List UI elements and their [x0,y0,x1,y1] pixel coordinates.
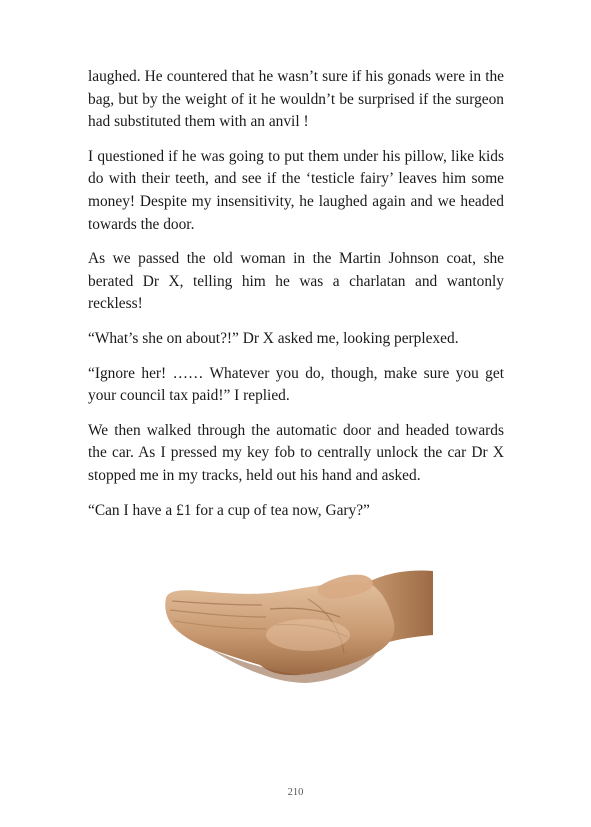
paragraph-2: I questioned if he was going to put them under his pillow, like kids do with their teeth, and see if the ‘testicle fairy’ leaves him some money! Despite my insensitivity, he laughed again and we headed towards the door. [88,147,504,233]
hand-illustration [158,565,433,700]
paragraph-6: We then walked through the automatic door and headed towards the car. As I pressed my key fob to centrally unlock the car Dr X stopped me in my tracks, held out his hand and asked. [88,421,504,484]
paragraph-3: As we passed the old woman in the Martin Johnson coat, she berated Dr X, telling him he was a charlatan and wantonly reckless! [88,250,504,313]
body-text [88,66,504,534]
palm-highlight [266,619,350,651]
open-palm-hand-image [158,565,433,700]
paragraph-7: “Can I have a £1 for a cup of tea now, Gary?” [88,501,370,519]
paragraph-4: “What’s she on about?!” Dr X asked me, looking perplexed. [88,329,459,347]
page-number: 210 [287,787,304,798]
paragraph-1: laughed. He countered that he wasn’t sure if his gonads were in the bag, but by the weight of it he wouldn’t be surprised if the surgeon had substituted them with an anvil ! [88,68,504,131]
paragraph-5: “Ignore her! …… Whatever you do, though, make sure you get your council tax paid!” I replied. [88,364,504,405]
